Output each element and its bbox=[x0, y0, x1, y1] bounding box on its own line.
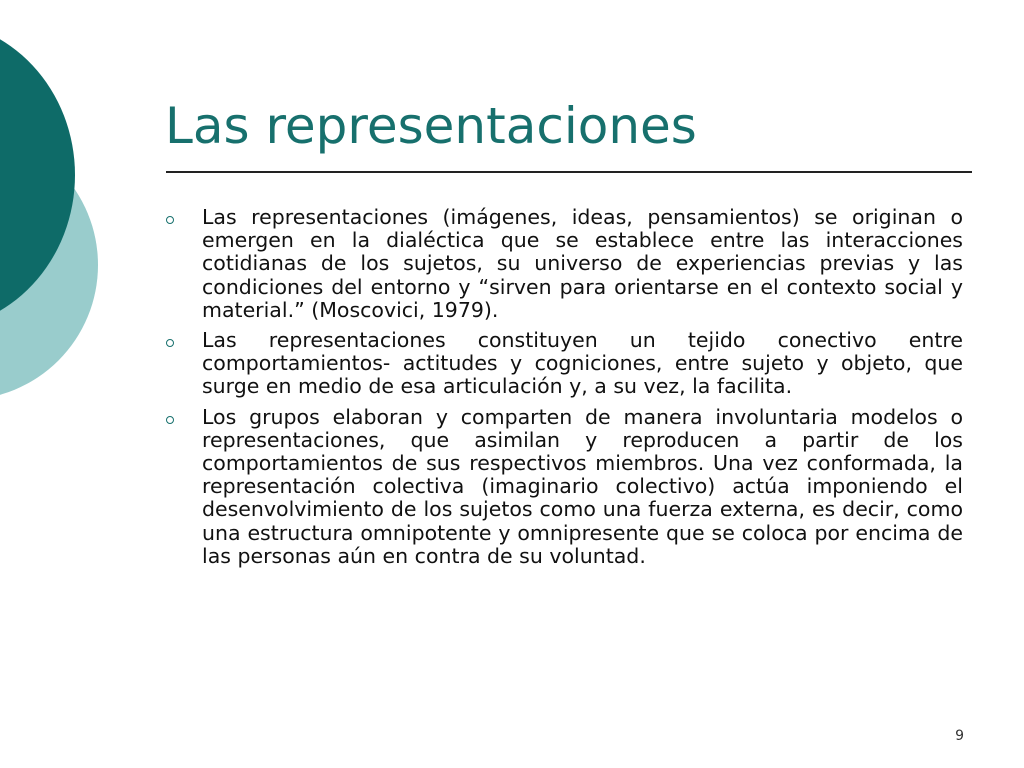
bullet-circle-icon bbox=[166, 339, 174, 347]
title-divider bbox=[166, 171, 972, 173]
bullet-circle-icon bbox=[166, 416, 174, 424]
bullet-item bbox=[162, 206, 963, 322]
bullet-text: Las representaciones (imágenes, ideas, pensamientos) se originan o emergen en la dialéctica que se establece entre las interacciones cotidianas de los sujetos, su universo de experiencias previas y las condiciones del entorno y “sirven para orientarse en el contexto social y material.” (Moscovici, 1979). bbox=[202, 205, 963, 322]
page-number: 9 bbox=[955, 728, 964, 744]
bullet-item bbox=[162, 329, 963, 399]
bullet-text: Las representaciones constituyen un tejido conectivo entre comportamientos- actitudes y cogniciones, entre sujeto y objeto, que surge en medio de esa articulación y, a su vez, la facilita. bbox=[202, 328, 963, 399]
bullet-circle-icon bbox=[166, 216, 174, 224]
slide-title: Las representaciones bbox=[165, 97, 697, 155]
bullet-text: Los grupos elaboran y comparten de manera involuntaria modelos o representaciones, que asimilan y reproducen a partir de los comportamientos de sus respectivos miembros. Una vez conformada, la representación colectiva (imaginario colectivo) actúa imponiendo el desenvolvimiento de los sujetos como una fuerza externa, es decir, como una estructura omnipotente y omnipresente que se coloca por encima de las personas aún en contra de su voluntad. bbox=[202, 404, 963, 568]
bullet-list bbox=[162, 206, 963, 575]
bullet-item bbox=[162, 406, 963, 568]
